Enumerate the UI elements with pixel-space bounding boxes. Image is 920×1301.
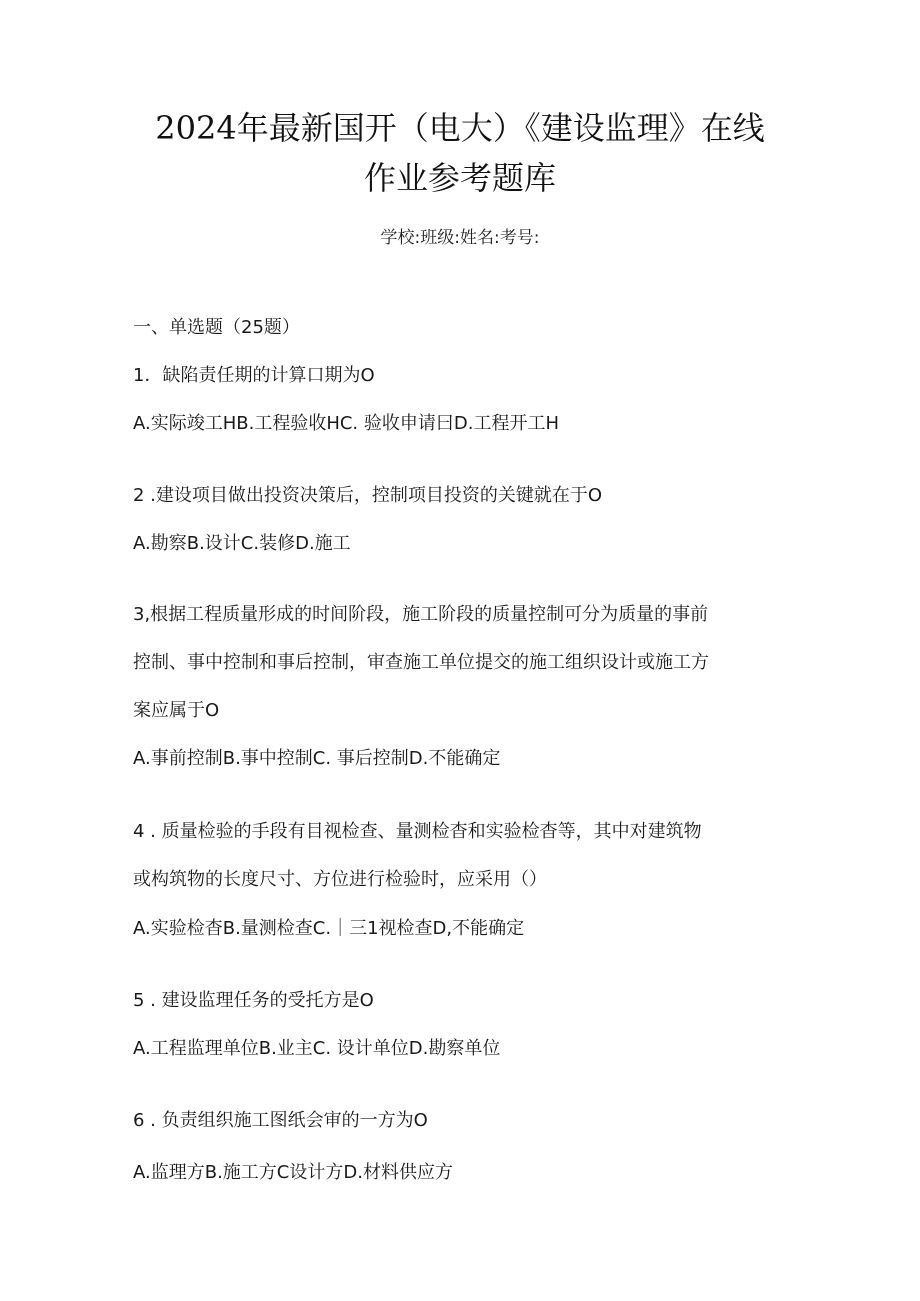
question-2-options: A.勘察B.设计C.装修D.施工	[133, 533, 351, 554]
question-6-stem: 6 . 负责组织施工图纸会审的一方为O	[133, 1110, 428, 1131]
question-5-stem: 5 . 建设监理任务的受托方是O	[133, 990, 374, 1011]
question-4-stem-line-2: 或构筑物的长度尺寸、方位进行检验时，应采用（）	[133, 869, 547, 890]
question-6-options: A.监理方B.施工方C设计方D.材料供应方	[133, 1162, 453, 1183]
question-5-options: A.工程监理单位B.业主C. 设计单位D.勘察单位	[133, 1038, 501, 1059]
question-2-stem: 2 .建设项目做出投资决策后，控制项目投资的关键就在于O	[133, 485, 603, 506]
question-3-stem-line-1: 3,根据工程质量形成的时间阶段，施工阶段的质量控制可分为质量的事前	[133, 604, 709, 625]
question-4-options: A.实验检杳B.量测检查C.｜三1视检查D,不能确定	[133, 918, 525, 939]
question-1-stem: 1．缺陷责任期的计算口期为O	[133, 365, 375, 386]
document-title-line-1: 2024年最新国开（电大）《建设监理》在线	[155, 109, 765, 147]
document-title-line-2: 作业参考题库	[363, 159, 556, 197]
question-3-options: A.事前控制B.事中控制C. 事后控制D.不能确定	[133, 748, 501, 769]
question-3-stem-line-3: 案应属于O	[133, 700, 220, 721]
question-3-stem-line-2: 控制、事中控制和事后控制，审查施工单位提交的施工组织设计或施工方	[133, 652, 709, 673]
section-heading: 一、单选题（25题）	[133, 317, 300, 338]
question-4-stem-line-1: 4 . 质量检验的手段有目视检查、量测检杳和实验检杳等，其中对建筑物	[133, 821, 702, 842]
student-info-line: 学校:班级:姓名:考号:	[380, 228, 540, 248]
question-1-options: A.实际竣工HB.工程验收HC. 验收申请曰D.工程开工H	[133, 413, 559, 434]
